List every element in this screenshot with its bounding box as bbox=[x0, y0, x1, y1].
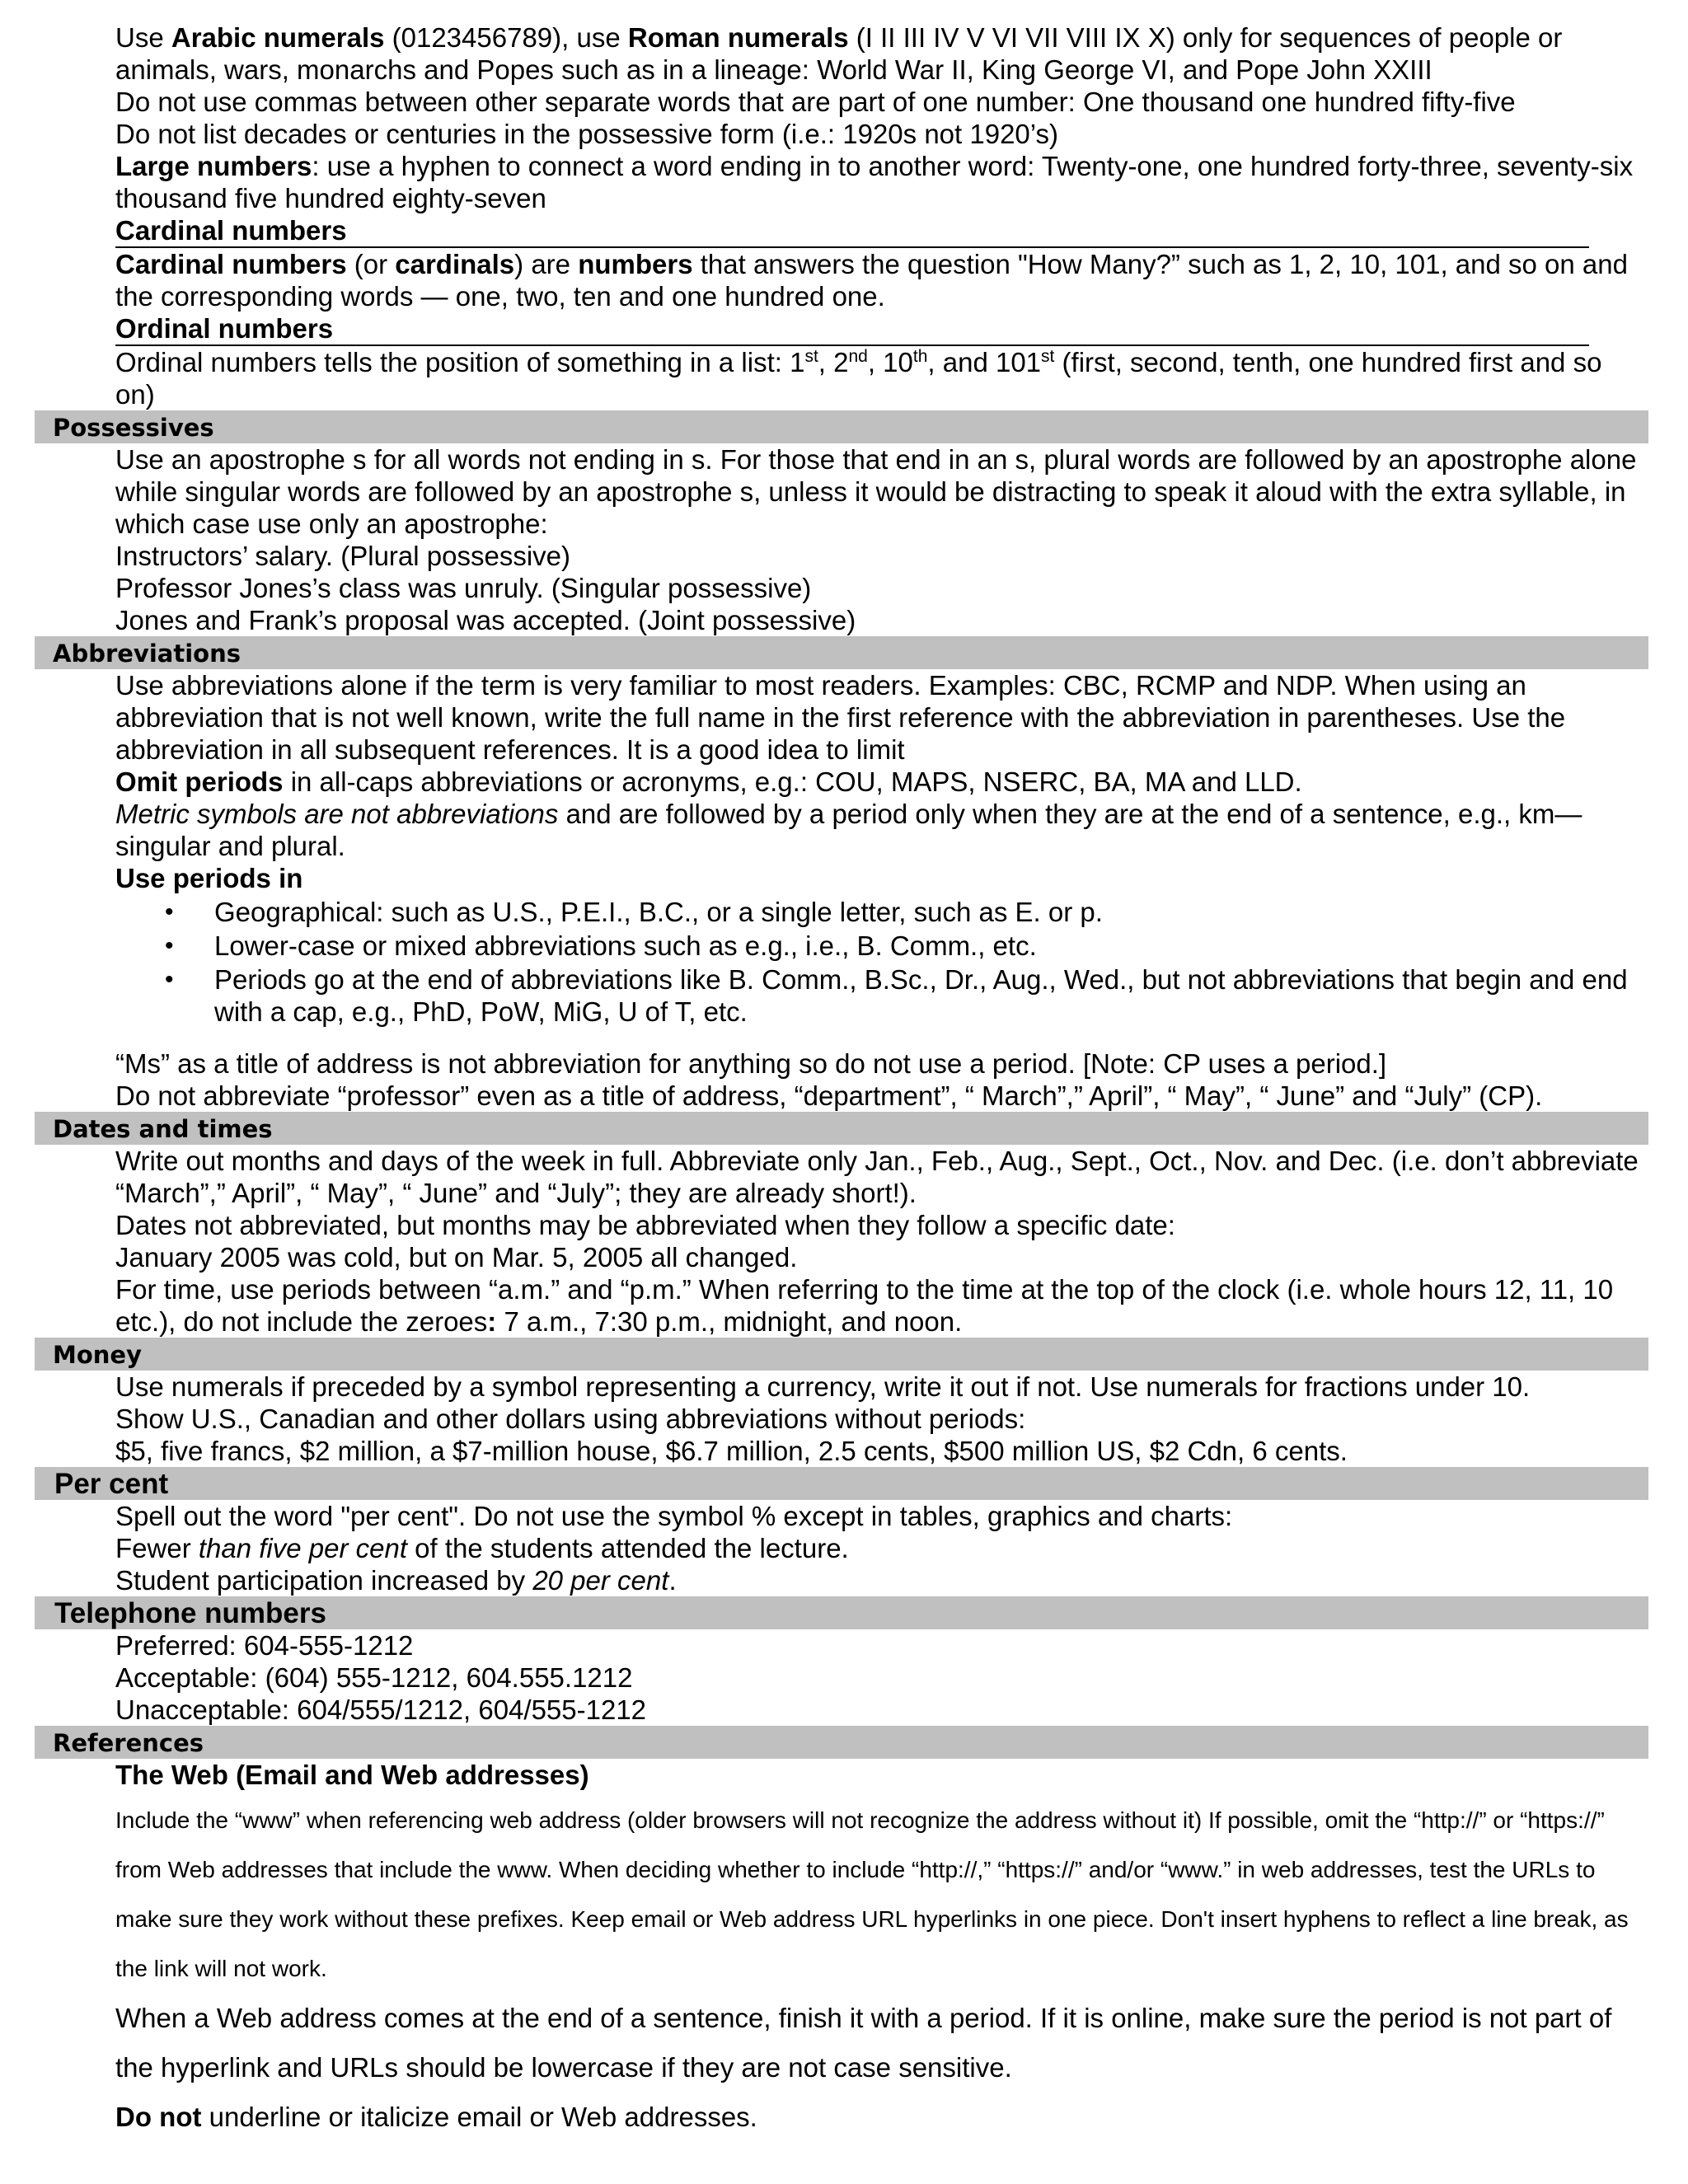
dates-section-heading: Dates and times bbox=[35, 1112, 1648, 1145]
large-numbers-paragraph bbox=[115, 150, 1639, 214]
money-paragraph: Use numerals if preceded by a symbol representing a currency, write it out if not. Use numerals for fractions under 10. bbox=[115, 1371, 1531, 1402]
references-section-heading: References bbox=[35, 1726, 1648, 1759]
possessive-example: Jones and Frank’s proposal was accepted. (Joint possessive) bbox=[115, 605, 856, 635]
text: Student participation increased by bbox=[115, 1565, 533, 1596]
web-address-period-paragraph: When a Web address comes at the end of a sentence, finish it with a period. If it is online, make sure the period is not part of the hyperlink and URLs should be lowercase if they are not case sensitive. bbox=[115, 2003, 1612, 2083]
ordinal-numbers-heading: Ordinal numbers bbox=[115, 312, 1589, 346]
text: in all-caps abbreviations or acronyms, e.g.: COU, MAPS, NSERC, BA, MA and LLD. bbox=[283, 766, 1302, 797]
term: numbers bbox=[578, 249, 693, 279]
text: (0123456789), use bbox=[384, 22, 628, 53]
money-section bbox=[115, 1371, 1639, 1467]
italic-text: than five per cent bbox=[198, 1533, 408, 1563]
text: of the students attended the lecture. bbox=[407, 1533, 849, 1563]
superscript: st bbox=[804, 347, 818, 366]
possessives-section bbox=[115, 443, 1639, 636]
ms-paragraph: “Ms” as a title of address is not abbreviation for anything so do not use a period. [Note: CP uses a period.] bbox=[115, 1048, 1387, 1079]
use-periods-heading: Use periods in bbox=[115, 863, 303, 893]
do-not-term: Do not bbox=[115, 2102, 202, 2132]
term: cardinals bbox=[395, 249, 515, 279]
web-address-paragraph: Include the “www” when referencing web address (older browsers will not recognize the address without it) If possible, omit the “http://” or “https://” from Web addresses that include the www. When deciding whether to include “http://,” “https://” and/or “www.” in web addresses, test the URLs to make sure they work without these prefixes. Keep email or Web address URL hyperlinks in one piece. Don't insert hyphens to reflect a line break, as the link will not work. bbox=[115, 1807, 1629, 1981]
arabic-numerals-term: Arabic numerals bbox=[171, 22, 385, 53]
text: 7 a.m., 7:30 p.m., midnight, and noon. bbox=[496, 1306, 963, 1337]
percent-section-heading: Per cent bbox=[35, 1467, 1648, 1500]
percent-example bbox=[115, 1532, 1639, 1564]
list-item: • Geographical: such as U.S., P.E.I., B.C., or a single letter, such as E. or p. bbox=[165, 896, 1639, 928]
text: (or bbox=[346, 249, 396, 279]
text: , 2 bbox=[818, 347, 849, 377]
percent-section bbox=[115, 1500, 1639, 1596]
superscript: st bbox=[1041, 347, 1055, 366]
text: , and 101 bbox=[927, 347, 1042, 377]
italic-text: 20 per cent bbox=[532, 1565, 669, 1596]
money-section-heading: Money bbox=[35, 1338, 1648, 1371]
dates-paragraph: Dates not abbreviated, but months may be abbreviated when they follow a specific date: bbox=[115, 1210, 1175, 1240]
text: . bbox=[668, 1565, 677, 1596]
text: ) are bbox=[514, 249, 579, 279]
text: (first, second, tenth, one hundred first and so on) bbox=[115, 347, 1602, 410]
colon: : bbox=[487, 1306, 497, 1337]
text: , 10 bbox=[867, 347, 913, 377]
text: Use bbox=[115, 22, 171, 53]
arabic-roman-paragraph bbox=[115, 21, 1639, 86]
superscript: nd bbox=[848, 347, 868, 366]
abbreviations-section-heading: Abbreviations bbox=[35, 636, 1648, 669]
telephone-section-heading: Telephone numbers bbox=[35, 1596, 1648, 1629]
percent-example bbox=[115, 1564, 1639, 1596]
use-periods-list bbox=[165, 896, 1639, 1028]
text: Fewer bbox=[115, 1533, 199, 1563]
large-numbers-term: Large numbers bbox=[115, 151, 312, 181]
percent-paragraph: Spell out the word "per cent". Do not use the symbol % except in tables, graphics and charts: bbox=[115, 1501, 1233, 1531]
text: : use a hyphen to connect a word ending in to another word: Twenty-one, one hundred forty-three, seventy-six thousand five hundred eighty-seven bbox=[115, 151, 1634, 213]
text: and are followed by a period only when they are at the end of a sentence, e.g., km—singular and plural. bbox=[115, 799, 1582, 861]
list-item: • Periods go at the end of abbreviations like B. Comm., B.Sc., Dr., Aug., Wed., but not abbreviations that begin and end with a cap, e.g., PhD, PoW, MiG, U of T, etc. bbox=[165, 963, 1639, 1028]
metric-symbols-paragraph bbox=[115, 798, 1639, 862]
numbers-section bbox=[115, 0, 1639, 410]
do-not-underline-paragraph bbox=[115, 2093, 1639, 2142]
possessives-paragraph: Use an apostrophe s for all words not ending in s. For those that end in an s, plural words are followed by an apostrophe alone while singular words are followed by an apostrophe s, unless it would be distracting to speak it aloud with the extra syllable, in which case use only an apostrophe: bbox=[115, 444, 1637, 539]
term: Cardinal numbers bbox=[115, 249, 347, 279]
cardinal-numbers-heading: Cardinal numbers bbox=[115, 214, 1589, 248]
abbreviations-section bbox=[115, 669, 1639, 894]
text: Ordinal numbers tells the position of something in a list: 1 bbox=[115, 347, 805, 377]
acceptable-format: Acceptable: (604) 555-1212, 604.555.1212 bbox=[115, 1662, 633, 1693]
roman-numerals-term: Roman numerals bbox=[627, 22, 849, 53]
dates-example: January 2005 was cold, but on Mar. 5, 2005 all changed. bbox=[115, 1242, 798, 1272]
abbreviations-paragraph: Use abbreviations alone if the term is very familiar to most readers. Examples: CBC, RCMP and NDP. When using an abbreviation that is not well known, write the full name in the first reference with the abbreviation in parentheses. Use the abbreviation in all subsequent references. It is a good idea to limit bbox=[115, 670, 1566, 765]
commas-paragraph: Do not use commas between other separate words that are part of one number: One thousand one hundred fifty-five bbox=[115, 87, 1516, 117]
preferred-format: Preferred: 604-555-1212 bbox=[115, 1630, 414, 1661]
omit-periods-term: Omit periods bbox=[115, 766, 284, 797]
text: underline or italicize email or Web addresses. bbox=[201, 2102, 757, 2132]
text: For time, use periods between “a.m.” and “p.m.” When referring to the time at the top of the clock (i.e. whole hours 12, 11, 10 etc.), do not include the zeroes bbox=[115, 1274, 1614, 1337]
metric-symbols-term: Metric symbols are not abbreviations bbox=[115, 799, 559, 829]
superscript: th bbox=[912, 347, 928, 366]
dates-section bbox=[115, 1145, 1639, 1338]
money-example: $5, five francs, $2 million, a $7-million house, $6.7 million, 2.5 cents, $500 million US, $2 Cdn, 6 cents. bbox=[115, 1436, 1348, 1466]
time-paragraph bbox=[115, 1273, 1639, 1338]
abbreviations-notes bbox=[115, 1047, 1639, 1112]
possessive-example: Professor Jones’s class was unruly. (Singular possessive) bbox=[115, 573, 812, 603]
possessive-example: Instructors’ salary. (Plural possessive) bbox=[115, 541, 570, 571]
telephone-section bbox=[115, 1629, 1639, 1726]
references-section bbox=[115, 1759, 1639, 2142]
decades-paragraph: Do not list decades or centuries in the possessive form (i.e.: 1920s not 1920’s) bbox=[115, 119, 1058, 149]
unacceptable-format: Unacceptable: 604/555/1212, 604/555-1212 bbox=[115, 1694, 647, 1725]
web-addresses-heading: The Web (Email and Web addresses) bbox=[115, 1760, 589, 1790]
list-item: • Lower-case or mixed abbreviations such as e.g., i.e., B. Comm., etc. bbox=[165, 930, 1639, 962]
ordinal-numbers-paragraph bbox=[115, 346, 1639, 410]
professor-paragraph: Do not abbreviate “professor” even as a title of address, “department”, “ March”,” April”, “ May”, “ June” and “July” (CP). bbox=[115, 1080, 1543, 1111]
text: (I II III IV V VI VII VIII IX X) only for sequences of people or animals, wars, monarchs and Popes such as in a lineage: World War II, King George VI, and Pope John XXIII bbox=[115, 22, 1563, 85]
omit-periods-paragraph bbox=[115, 766, 1639, 798]
cardinal-numbers-paragraph bbox=[115, 248, 1639, 312]
months-paragraph: Write out months and days of the week in full. Abbreviate only Jan., Feb., Aug., Sept., Oct., Nov. and Dec. (i.e. don’t abbreviate “March”,” April”, “ May”, “ June” and “July”; they are already short!). bbox=[115, 1146, 1639, 1208]
text: that answers the question "How Many?” such as 1, 2, 10, 101, and so on and the corresponding words — one, two, ten and one hundred one. bbox=[115, 249, 1628, 312]
possessives-section-heading: Possessives bbox=[35, 410, 1648, 443]
money-paragraph: Show U.S., Canadian and other dollars using abbreviations without periods: bbox=[115, 1404, 1026, 1434]
